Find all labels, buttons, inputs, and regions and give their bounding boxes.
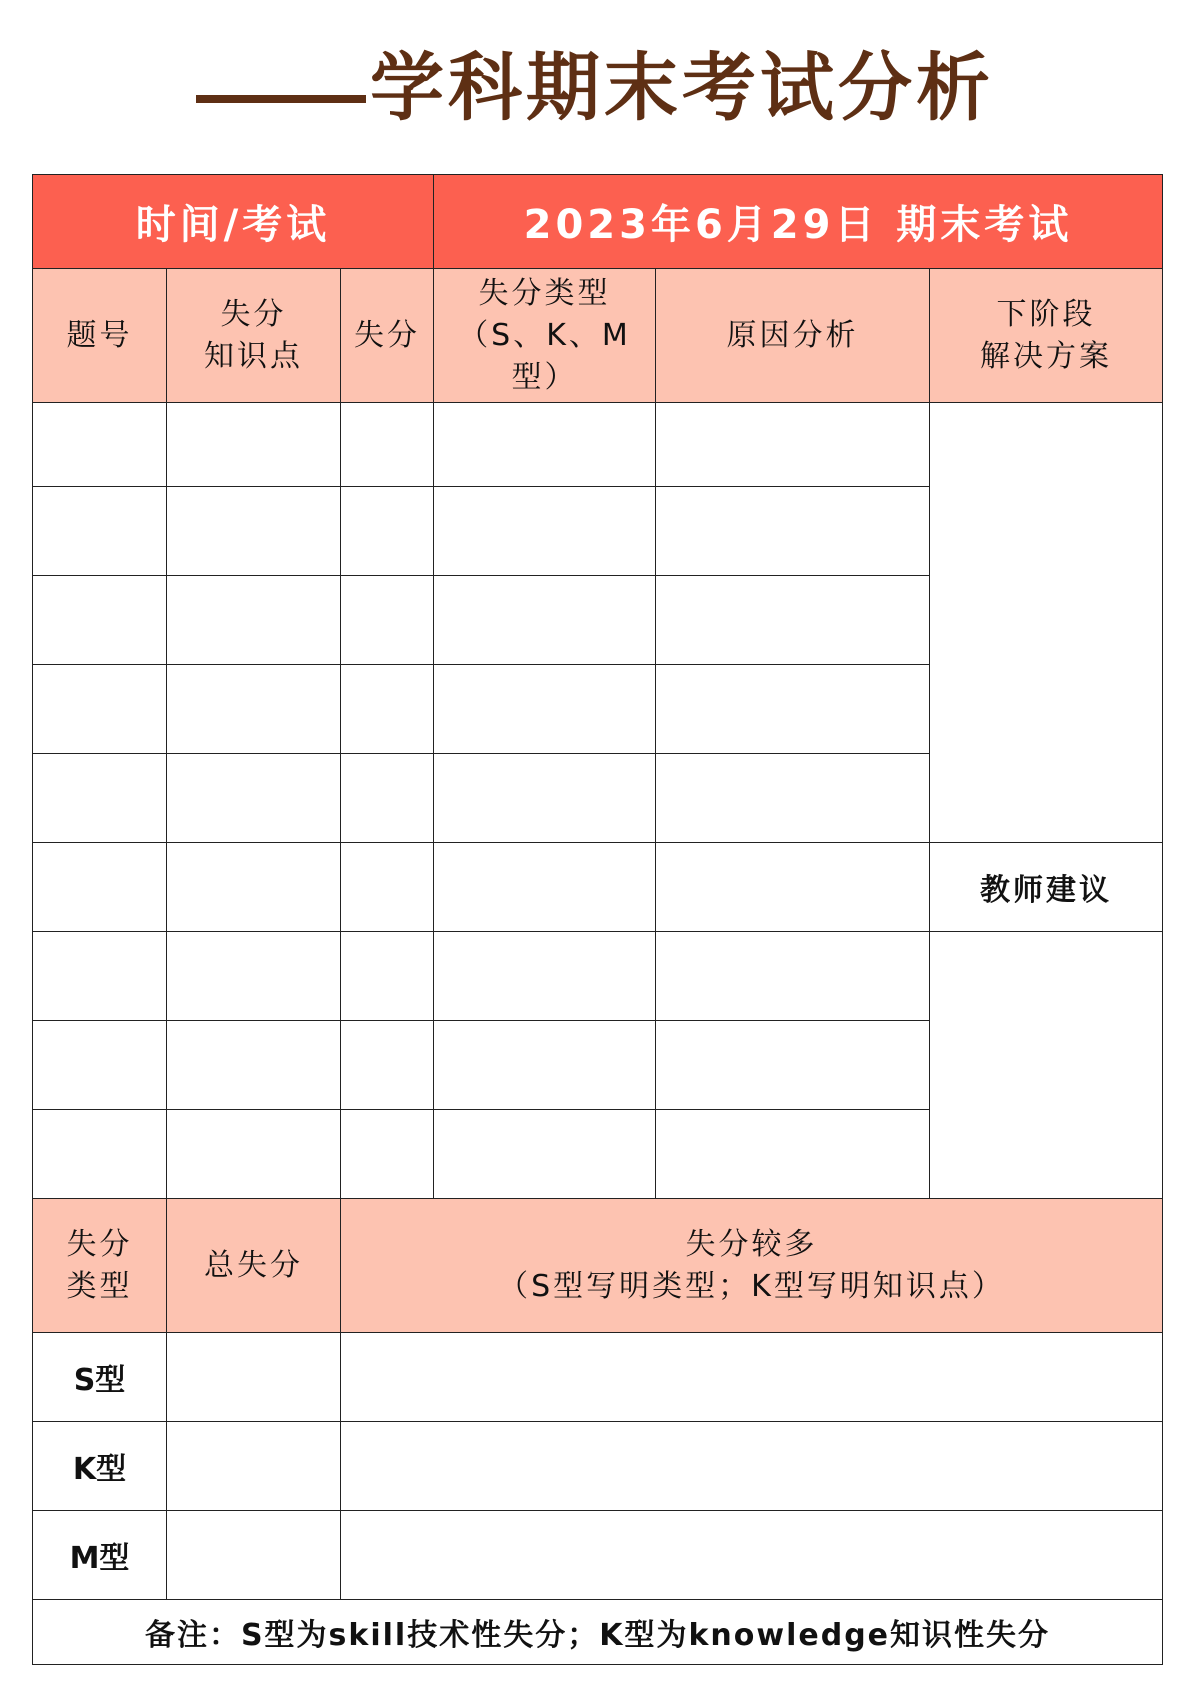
table-row <box>33 843 1163 932</box>
cell-lost-knowledge[interactable] <box>167 843 341 932</box>
cell-lost-points[interactable] <box>341 1110 434 1199</box>
cell-lost-type[interactable] <box>434 1110 656 1199</box>
cell-lost-type[interactable] <box>434 665 656 754</box>
cell-question-no[interactable] <box>33 932 167 1021</box>
col-lost-type-line1: 失分类型 <box>478 275 611 311</box>
summary-most-line2: （S型写明类型；K型写明知识点） <box>498 1268 1005 1304</box>
summary-type-k: K型 <box>33 1422 167 1511</box>
cell-reason[interactable] <box>656 403 930 487</box>
summary-row-k <box>33 1422 1163 1511</box>
cell-lost-knowledge[interactable] <box>167 1021 341 1110</box>
subject-blank-line <box>196 95 366 103</box>
col-reason: 原因分析 <box>656 269 930 403</box>
cell-total-k[interactable] <box>167 1422 341 1511</box>
cell-teacher-advice[interactable] <box>930 932 1163 1199</box>
summary-type-m: M型 <box>33 1511 167 1600</box>
exam-info-row <box>33 175 1163 269</box>
cell-lost-type[interactable] <box>434 487 656 576</box>
cell-question-no[interactable] <box>33 665 167 754</box>
summary-most-header <box>341 1199 1163 1333</box>
cell-total-m[interactable] <box>167 1511 341 1600</box>
cell-question-no[interactable] <box>33 487 167 576</box>
cell-reason[interactable] <box>656 843 930 932</box>
col-plan-line1: 下阶段 <box>996 296 1096 332</box>
col-lost-knowledge-line1: 失分 <box>220 296 287 332</box>
cell-question-no[interactable] <box>33 754 167 843</box>
teacher-advice-label: 教师建议 <box>930 843 1163 932</box>
table-row <box>33 932 1163 1021</box>
summary-type-line2: 类型 <box>66 1268 133 1304</box>
cell-lost-knowledge[interactable] <box>167 403 341 487</box>
col-lost-knowledge-line2: 知识点 <box>204 338 303 374</box>
cell-lost-knowledge[interactable] <box>167 576 341 665</box>
exam-analysis-table <box>32 174 1163 1665</box>
cell-lost-points[interactable] <box>341 665 434 754</box>
cell-reason[interactable] <box>656 576 930 665</box>
cell-lost-type[interactable] <box>434 843 656 932</box>
cell-lost-points[interactable] <box>341 932 434 1021</box>
cell-reason[interactable] <box>656 1021 930 1110</box>
cell-question-no[interactable] <box>33 576 167 665</box>
summary-row-s <box>33 1333 1163 1422</box>
col-plan-line2: 解决方案 <box>980 338 1112 374</box>
cell-lost-points[interactable] <box>341 843 434 932</box>
note-row <box>33 1600 1163 1665</box>
cell-most-s[interactable] <box>341 1333 1163 1422</box>
column-header-row <box>33 269 1163 403</box>
cell-lost-points[interactable] <box>341 403 434 487</box>
table-row <box>33 403 1163 487</box>
cell-lost-knowledge[interactable] <box>167 1110 341 1199</box>
cell-lost-points[interactable] <box>341 487 434 576</box>
page-title <box>0 38 1190 138</box>
cell-lost-points[interactable] <box>341 1021 434 1110</box>
cell-reason[interactable] <box>656 932 930 1021</box>
cell-question-no[interactable] <box>33 1021 167 1110</box>
summary-row-m <box>33 1511 1163 1600</box>
col-question-no: 题号 <box>33 269 167 403</box>
cell-lost-knowledge[interactable] <box>167 932 341 1021</box>
cell-lost-type[interactable] <box>434 1021 656 1110</box>
col-lost-knowledge <box>167 269 341 403</box>
cell-question-no[interactable] <box>33 403 167 487</box>
summary-type-line1: 失分 <box>66 1226 133 1262</box>
col-lost-points: 失分 <box>341 269 434 403</box>
cell-lost-knowledge[interactable] <box>167 754 341 843</box>
summary-header-row <box>33 1199 1163 1333</box>
col-plan <box>930 269 1163 403</box>
cell-lost-type[interactable] <box>434 932 656 1021</box>
summary-total-header: 总失分 <box>167 1199 341 1333</box>
page-title-text: 学科期末考试分析 <box>370 45 994 131</box>
summary-most-line1: 失分较多 <box>685 1226 818 1262</box>
cell-lost-knowledge[interactable] <box>167 665 341 754</box>
summary-type-s: S型 <box>33 1333 167 1422</box>
cell-reason[interactable] <box>656 1110 930 1199</box>
cell-most-m[interactable] <box>341 1511 1163 1600</box>
cell-question-no[interactable] <box>33 1110 167 1199</box>
time-exam-value: 2023年6月29日 期末考试 <box>434 175 1163 269</box>
summary-type-header <box>33 1199 167 1333</box>
footnote: 备注：S型为skill技术性失分；K型为knowledge知识性失分 <box>33 1600 1163 1665</box>
cell-plan[interactable] <box>930 403 1163 843</box>
time-exam-label: 时间/考试 <box>33 175 434 269</box>
cell-most-k[interactable] <box>341 1422 1163 1511</box>
cell-lost-knowledge[interactable] <box>167 487 341 576</box>
cell-question-no[interactable] <box>33 843 167 932</box>
cell-lost-points[interactable] <box>341 576 434 665</box>
cell-lost-type[interactable] <box>434 576 656 665</box>
cell-lost-type[interactable] <box>434 754 656 843</box>
col-lost-type <box>434 269 656 403</box>
cell-reason[interactable] <box>656 754 930 843</box>
cell-total-s[interactable] <box>167 1333 341 1422</box>
col-lost-type-line2: （S、K、M型） <box>458 317 631 395</box>
cell-reason[interactable] <box>656 487 930 576</box>
cell-reason[interactable] <box>656 665 930 754</box>
cell-lost-type[interactable] <box>434 403 656 487</box>
cell-lost-points[interactable] <box>341 754 434 843</box>
